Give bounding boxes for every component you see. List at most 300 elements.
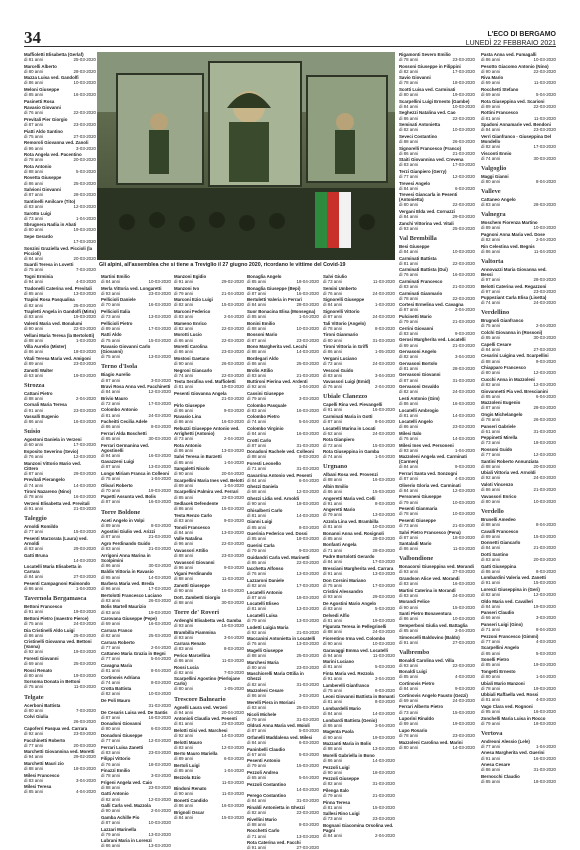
obituary-entry — [24, 356, 96, 366]
deceased-name: Lupo Rosario — [399, 727, 428, 733]
obituary-entry — [247, 344, 319, 354]
death-date: 8-03-2020 — [150, 424, 171, 430]
age: di 76 anni — [247, 641, 267, 647]
death-date: 23-03-2020 — [452, 732, 475, 738]
death-date: 1-04-2020 — [150, 476, 171, 482]
deceased-name: Gervasoni Giovanni — [399, 372, 441, 378]
deceased-name: Trevesi Angelo — [399, 180, 431, 186]
age: di 84 anni — [323, 711, 343, 717]
deceased-name: Ubiali Mario Manzoni — [481, 680, 525, 686]
deceased-name: Agostini Giulio ved. Arizzi — [101, 529, 155, 535]
deceased-name: Puppeziant Carla Elisa (Lisetta) — [481, 295, 547, 301]
death-date: 16-03-2020 — [148, 714, 171, 720]
obituary-entry — [399, 454, 475, 469]
photo-illustration — [97, 52, 395, 260]
age: di 89 anni — [101, 325, 121, 331]
deceased-name: Guerini Carla — [247, 542, 275, 548]
death-date: 1-05-2020 — [223, 686, 244, 692]
death-date: 28-03-2020 — [296, 302, 319, 308]
deceased-name: Angeretti Maria ved. Celli — [323, 495, 376, 501]
obituary-entry — [24, 726, 96, 736]
obituary-entry — [323, 694, 395, 704]
deceased-name: Crotta Battista — [101, 686, 132, 692]
death-date: 12-03-2020 — [452, 173, 475, 179]
deceased-name: Esposito Severino (Sevio) — [24, 449, 79, 454]
death-date: 20-03-2020 — [533, 463, 556, 469]
obituary-entry — [24, 164, 96, 174]
age: di 81 anni — [399, 260, 419, 266]
deceased-name: Dott. Zambetti Giorgio — [174, 594, 221, 600]
deceased-name: Cattaneo Angelo — [481, 196, 516, 202]
deceased-name: Vellani Maria Teresa (la Bertolotti) — [24, 332, 95, 338]
age: di 88 anni — [24, 395, 44, 401]
obituary-entry — [101, 675, 171, 685]
age: di 77 anni — [24, 529, 44, 535]
age: di 84 anni — [174, 814, 194, 820]
section-heading: Valbondione — [399, 555, 434, 563]
deceased-name: Carrara Roberto — [101, 639, 135, 645]
deceased-name: Rin Celestina ved. Begnis — [481, 243, 535, 249]
death-date: 29-03-2020 — [452, 214, 475, 220]
age: di 84 anni — [399, 249, 419, 254]
death-date: 13-03-2020 — [148, 831, 171, 837]
deceased-name: Oliverio Gloria ved. Carminati — [399, 482, 461, 488]
death-date: 23-03-2020 — [221, 349, 244, 355]
age: di 84 anni — [481, 127, 501, 133]
obituary-entry — [481, 610, 556, 620]
deceased-name: Carminati Battista — [399, 255, 437, 261]
death-date: 18-03-2020 — [73, 766, 96, 772]
obituary-entry — [399, 64, 475, 74]
deceased-name: Fiorentino Irma ved. Colombo — [323, 635, 386, 641]
death-date: 23-03-2020 — [296, 337, 319, 343]
obituary-entry — [481, 134, 556, 149]
obituary-entry — [247, 782, 319, 792]
obituary-entry — [323, 788, 395, 798]
obituary-entry — [101, 569, 171, 579]
age: di 86 anni — [174, 337, 194, 343]
obituary-entry — [323, 823, 395, 838]
age: di 77 anni — [101, 738, 121, 744]
death-date: 13-03-2020 — [148, 314, 171, 320]
section-heading: Valleve — [481, 187, 501, 195]
death-date: 1-04-2020 — [298, 314, 319, 320]
obituary-entry — [101, 407, 171, 417]
deceased-name: Pesenti Marzorata (Laura) ved. Arnoldi — [24, 535, 88, 546]
deceased-name: Carminati Maria in Gotti — [323, 414, 373, 420]
age: di 79 anni — [247, 395, 267, 401]
death-date: 13-03-2020 — [372, 570, 395, 576]
age: di 88 anni — [24, 168, 44, 174]
section-heading: Verdello — [481, 507, 504, 515]
obituary-entry — [24, 75, 96, 85]
obituary-entry — [247, 403, 319, 413]
age: di 86 anni — [24, 349, 44, 355]
deceased-name: Negroni Giancarlo — [174, 367, 213, 373]
death-date: 16-03-2020 — [73, 494, 96, 500]
obituary-entry — [481, 267, 556, 282]
age: di 81 anni — [247, 606, 267, 612]
deceased-name: Gerosi Margherita ved. Locatelli — [399, 337, 466, 343]
deceased-name: Guidandri Carla ved. Marinetti — [247, 554, 310, 560]
deceased-name: Ravasio Giovanni — [24, 105, 61, 111]
deceased-name: Bezzola Ezio — [174, 774, 201, 780]
death-date: 1-04-2020 — [223, 768, 244, 774]
age: di 84 anni — [399, 214, 419, 220]
section-heading: Val Brembilla — [399, 234, 437, 242]
section-heading: Valtorta — [481, 257, 504, 265]
age: di 86 anni — [481, 568, 501, 574]
deceased-name: Meloni Giuseppe — [24, 87, 60, 93]
death-date: 8-03-2020 — [298, 524, 319, 530]
age: di 80 anni — [481, 370, 501, 376]
deceased-name: Donadoni Rachele ved. Colleoni — [247, 449, 314, 455]
death-date: 11-03-2020 — [221, 791, 244, 797]
obituary-entry — [24, 524, 96, 534]
obituary-entry — [101, 483, 171, 493]
age: di 84 anni — [247, 477, 267, 483]
deceased-name: Valle Natalina — [174, 536, 203, 542]
obituary-entry — [399, 221, 475, 231]
age: di 97 anni — [481, 288, 501, 294]
obituary-entry — [174, 653, 244, 663]
obituary-entry — [399, 658, 475, 668]
age: di 70 anni — [101, 302, 121, 308]
death-date: 3-04-2020 — [374, 372, 395, 378]
obituary-entry — [323, 356, 395, 366]
deceased-name: Bettoni Pietro (maestro Pierce) — [24, 615, 89, 621]
deceased-name: Scarpellini Palmira ved. Ferrari — [174, 489, 239, 495]
death-date: 14-03-2020 — [372, 711, 395, 717]
obituary-entry — [481, 244, 556, 254]
age: di 80 anni — [399, 202, 419, 208]
deceased-name: Riva Mario — [481, 75, 504, 81]
deceased-name: Marchesi Maria — [247, 659, 279, 665]
age: di 86 anni — [247, 693, 267, 699]
age: di 81 anni — [101, 668, 121, 673]
deceased-name: Ghezzi Lidia ved. Arnoldi — [247, 496, 300, 502]
obituary-entry — [174, 501, 244, 511]
age: di 78 anni — [24, 157, 44, 163]
death-date: 25-03-2020 — [73, 180, 96, 186]
age: di 74 anni — [247, 419, 267, 425]
death-date: 26-03-2020 — [533, 416, 556, 422]
deceased-name: Cavagna Maria — [101, 662, 132, 668]
age: di 74 anni — [24, 482, 44, 488]
obituary-column-7 — [481, 52, 556, 827]
deceased-name: Pezzoli Costantino — [247, 781, 287, 787]
death-date: 21-03-2020 — [148, 534, 171, 540]
age: di 91 anni — [24, 505, 44, 511]
age: di 83 anni — [399, 330, 419, 336]
deceased-name: Locatelli Eliseo — [247, 601, 279, 607]
death-date: 9-03-2020 — [454, 330, 475, 336]
obituary-entry — [247, 379, 319, 389]
age: di 87 anni — [399, 307, 419, 313]
deceased-name: Mazzoleni Eugenio — [481, 400, 521, 406]
death-date: 4-03-2020 — [454, 476, 475, 482]
death-date: 29-03-2020 — [372, 594, 395, 600]
deceased-name: Cerrini Giovanni — [399, 325, 434, 331]
death-date: 21-03-2020 — [372, 792, 395, 798]
age: di 73 anni — [323, 279, 343, 285]
deceased-name: Pesenti Campagnoni Raimondo — [24, 580, 91, 586]
age: di 86 anni — [323, 489, 343, 495]
obituary-entry — [174, 525, 244, 535]
obituary-entry — [247, 805, 319, 815]
deceased-name: Pezzoli Giuseppe — [323, 776, 360, 782]
deceased-name: Crotti Carlo — [247, 437, 272, 443]
obituary-entry — [24, 553, 96, 563]
obituary-entry — [323, 309, 395, 319]
death-date: 11-03-2020 — [533, 115, 556, 121]
obituary-entry — [174, 705, 244, 715]
obituary-entry — [174, 426, 244, 441]
obituary-entry — [247, 758, 319, 768]
deceased-name: Cortesi Ermelina ved. Cavagna — [399, 302, 464, 308]
death-date: 14-03-2020 — [296, 786, 319, 792]
deceased-name: Carminati Battista (Dui) — [399, 267, 448, 273]
deceased-name: Vavassori Luigi (Emid) — [323, 379, 371, 385]
deceased-name: Testa Serafina ved. Maffioletti — [174, 379, 236, 385]
deceased-name: Rivellini Mario — [247, 816, 277, 822]
age: di 86 anni — [399, 400, 419, 406]
obituary-entry — [174, 274, 244, 284]
obituary-entry — [101, 297, 171, 307]
deceased-name: Frigeni Angela ved. Caio — [101, 779, 153, 785]
death-date: 13-03-2020 — [148, 354, 171, 360]
age: di 86 anni — [174, 803, 194, 809]
death-date: 5-03-2020 — [75, 168, 96, 174]
deceased-name: Locatelli Ambrogio — [399, 407, 439, 413]
age: di 79 anni — [399, 319, 419, 325]
obituary-entry — [24, 703, 96, 713]
obituary-entry — [101, 286, 171, 296]
obituary-entry — [481, 75, 556, 85]
deceased-name: Sbrugnera Nadia in Abati — [24, 222, 77, 228]
obituary-entry — [247, 473, 319, 483]
age: di 86 anni — [247, 559, 267, 565]
deceased-name: Annovazzi Maria Giovanna ved. Bessi — [481, 266, 547, 277]
obituary-entry — [24, 246, 96, 261]
death-date: 16-03-2020 — [533, 708, 556, 714]
deceased-name: Verzeni Elisabetta ved. Previtali — [24, 500, 90, 506]
death-date: 12-03-2020 — [148, 796, 171, 802]
deceased-name: Bono Margherita ved. Lecchi — [247, 344, 308, 350]
death-date: 13-03-2020 — [372, 746, 395, 752]
death-date: 20-03-2020 — [73, 742, 96, 748]
obituary-entry — [399, 681, 475, 691]
obituary-entry — [399, 494, 475, 504]
deceased-name: Vavassori Attilio — [174, 547, 208, 553]
death-date: 22-03-2020 — [452, 260, 475, 266]
deceased-name: Colombo Antonio — [101, 407, 138, 413]
deceased-name: Trapini Rosa Pasqualina — [24, 297, 75, 303]
deceased-name: Rossi Lucia — [174, 664, 199, 670]
age: di 88 anni — [481, 463, 501, 469]
age: di 89 anni — [481, 533, 501, 539]
death-date: 4-03-2020 — [454, 674, 475, 680]
deceased-name: Baldis Vittoria in Ravasio — [101, 569, 154, 575]
death-date: 23-03-2020 — [221, 553, 244, 558]
obituary-entry — [399, 716, 475, 726]
age: di 80 anni — [247, 664, 267, 670]
obituary-entry — [24, 129, 96, 139]
age: di 82 anni — [399, 389, 419, 395]
age: di 67 anni — [247, 751, 267, 757]
deceased-name: Magenta Paola — [323, 729, 354, 735]
age: di 86 anni — [24, 632, 44, 638]
death-date: 8-03-2020 — [374, 325, 395, 331]
obituary-entry — [323, 321, 395, 331]
age: di 88 anni — [247, 454, 267, 460]
age: di 83 anni — [481, 202, 501, 208]
death-date: 16-03-2020 — [221, 622, 244, 628]
age: di 79 anni — [323, 792, 343, 798]
age: di 89 anni — [174, 756, 194, 762]
death-date: 24-03-2020 — [372, 629, 395, 635]
death-date: 21-03-2020 — [221, 395, 244, 401]
deceased-name: Mazzoleni Carolina ved. Marini — [399, 739, 463, 745]
age: di 90 anni — [174, 791, 194, 797]
deceased-name: Bonaglia Giuseppe (Bepi) — [247, 285, 301, 291]
obituary-entry — [101, 780, 171, 790]
age: di 83 anni — [174, 744, 194, 750]
deceased-name: Brignoli Oscar — [174, 809, 205, 815]
age: di 77 anni — [481, 743, 501, 749]
death-date: 21-03-2020 — [452, 522, 475, 528]
obituary-entry — [399, 564, 475, 574]
obituary-entry — [399, 181, 475, 191]
deceased-name: Luporini Rinaldo — [399, 716, 434, 722]
death-date: 3-04-2020 — [75, 777, 96, 783]
death-date: 22-03-2020 — [221, 337, 244, 343]
death-date: 10-03-2020 — [372, 524, 395, 530]
age: di 77 anni — [24, 742, 44, 748]
death-date: 5-04-2020 — [298, 775, 319, 781]
section-heading: Terno d'Isola — [101, 363, 138, 371]
deceased-name: Oldrati Anna Maria ved. Moioli — [247, 723, 310, 729]
obituary-entry — [247, 438, 319, 448]
death-date: 1-04-2020 — [75, 215, 96, 221]
death-date: 18-03-2020 — [533, 440, 556, 446]
death-date: 1-04-2020 — [298, 384, 319, 390]
obituary-entry — [174, 798, 244, 808]
deceased-name: Locatelli Luisa — [247, 612, 278, 618]
age: di 91 anni — [323, 407, 343, 413]
deceased-name: Vitali Teresa Maria ved. Amigoni — [24, 355, 91, 361]
obituary-entry — [247, 828, 319, 838]
death-date: 17-03-2020 — [452, 162, 475, 168]
deceased-name: Marcelli Alberto — [24, 63, 57, 69]
deceased-name: Papetti Assunta ved. Bolis — [101, 494, 156, 500]
obituary-column-1 — [24, 52, 96, 827]
obituary-entry — [24, 391, 96, 401]
obituary-entry — [481, 750, 556, 760]
obituary-entry — [174, 332, 244, 342]
deceased-name: Azzola Lina ved. Brambilla — [323, 519, 379, 525]
deceased-name: Bonfanti Angela — [323, 542, 357, 548]
obituary-entry — [174, 548, 244, 558]
age: di 79 anni — [247, 547, 267, 553]
age: di 75 anni — [101, 476, 121, 482]
death-date: 5-03-2020 — [374, 605, 395, 611]
obituary-entry — [323, 426, 395, 436]
deceased-name: Manzoni Vittorio Mario ved. Cittero — [24, 460, 82, 471]
deceased-name: Maggi Gianni — [481, 173, 509, 179]
obituary-entry — [174, 414, 244, 424]
obituary-entry — [481, 564, 556, 574]
death-date: 12-03-2020 — [533, 452, 556, 458]
death-date: 3-03-2020 — [150, 377, 171, 383]
age: di 88 anni — [247, 653, 267, 659]
age: di 88 anni — [323, 629, 343, 635]
death-date: 3-04-2020 — [454, 354, 475, 360]
death-date: 5-03-2020 — [298, 728, 319, 734]
deceased-name: Manzoni Ivo — [174, 285, 200, 291]
obituary-entry — [101, 443, 171, 458]
deceased-name: Ferrari Luisa Zanetti — [101, 744, 144, 750]
death-date: 16-03-2020 — [452, 400, 475, 406]
death-date: 2-04-2020 — [75, 395, 96, 401]
death-date: 19-03-2020 — [452, 92, 475, 98]
age: di 86 anni — [399, 546, 419, 552]
death-date: 2-04-2020 — [223, 436, 244, 442]
age: di 86 anni — [323, 722, 343, 728]
obituary-entry — [247, 332, 319, 342]
deceased-name: Rocchetti Stefano — [481, 87, 519, 93]
age: di 83 anni — [323, 372, 343, 378]
death-date: 28-03-2020 — [533, 276, 556, 282]
death-date: 22-03-2020 — [73, 325, 96, 331]
age: di 82 anni — [399, 354, 419, 360]
deceased-name: Marini Luciano — [323, 659, 354, 665]
age: di 96 anni — [101, 586, 121, 592]
obituary-entry — [323, 484, 395, 494]
death-date: 15-03-2020 — [372, 442, 395, 448]
age: di 79 anni — [247, 716, 267, 722]
deceased-name: Gamba Achille Pio — [101, 814, 140, 820]
death-date: 18-03-2020 — [452, 534, 475, 540]
deceased-name: Vigani Ferdinando — [174, 571, 213, 577]
obituary-entry — [247, 590, 319, 600]
death-date: 8-03-2020 — [223, 646, 244, 652]
deceased-name: Arnoldi Romildo — [24, 524, 59, 530]
deceased-name: Bordegari Aldo — [247, 355, 279, 361]
deceased-name: Vago Clara ved. Rognoni — [481, 703, 533, 709]
death-date: 10-03-2020 — [372, 641, 395, 647]
death-date: 11-03-2020 — [452, 546, 475, 552]
death-date: 8-03-2020 — [150, 522, 171, 528]
deceased-name: Ravasio Giovanni Carlo (Giovanni) — [101, 344, 151, 355]
obituary-entry — [174, 391, 244, 401]
obituary-entry — [481, 412, 556, 422]
deceased-name: Trevesi Giancarla in Pesenti (Antonietta) — [399, 192, 458, 203]
death-date: 23-03-2020 — [221, 494, 244, 500]
obituary-entry — [101, 827, 171, 837]
death-date: 8-04-2020 — [535, 627, 556, 633]
deceased-name: Rota Angela ved. Pacentino — [24, 152, 82, 158]
death-date: 28-03-2020 — [533, 405, 556, 411]
deceased-name: Bettoni Francesco — [24, 604, 63, 610]
age: di 87 anni — [323, 419, 343, 425]
deceased-name: Tongetti Ernesto — [481, 668, 516, 674]
age: di 88 anni — [481, 521, 501, 527]
deceased-name: Gervasoni Angelo — [399, 349, 437, 355]
deceased-name: Pezzoli Luigi — [323, 764, 350, 770]
age: di 74 anni — [174, 372, 194, 378]
age: di 76 anni — [399, 272, 419, 278]
